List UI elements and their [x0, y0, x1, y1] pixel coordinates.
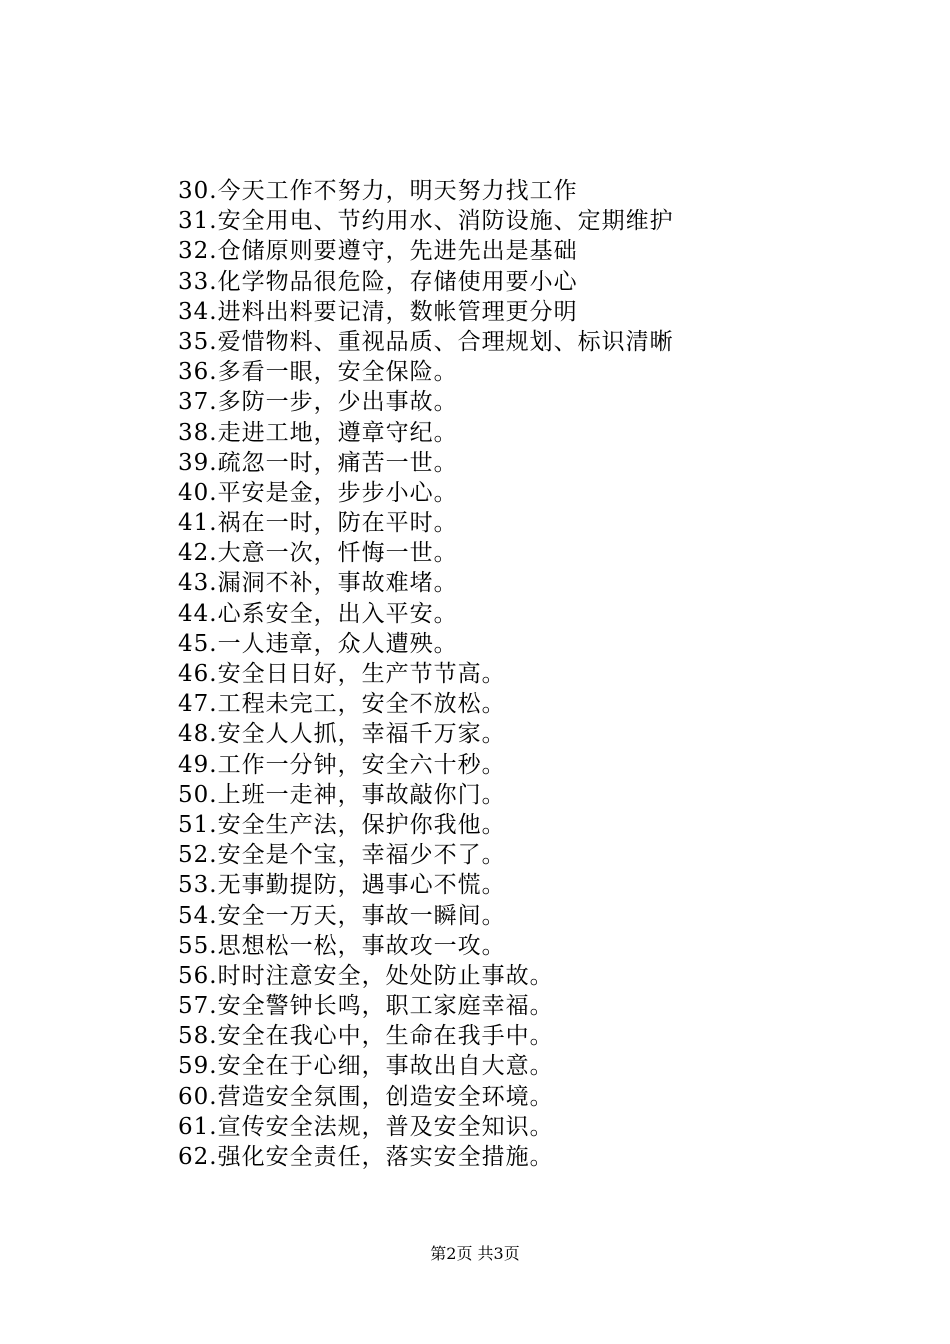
slogan-line: 62.强化安全责任，落实安全措施。 [178, 1144, 554, 1170]
slogan-list [178, 176, 878, 1172]
slogan-line: 48.安全人人抓，幸福千万家。 [178, 721, 506, 748]
slogan-line: 58.安全在我心中，生命在我手中。 [178, 1023, 554, 1050]
slogan-line: 31.安全用电、节约用水、消防设施、定期维护 [178, 208, 674, 235]
slogan-line: 49.工作一分钟，安全六十秒。 [178, 751, 506, 778]
slogan-line: 42.大意一次，忏悔一世。 [178, 540, 458, 567]
slogan-line: 34.进料出料要记清，数帐管理更分明 [178, 298, 578, 325]
slogan-line: 53.无事勤提防，遇事心不慌。 [178, 872, 506, 899]
slogan-line: 50.上班一走神，事故敲你门。 [178, 781, 506, 808]
slogan-line: 36.多看一眼，安全保险。 [178, 359, 458, 386]
slogan-line: 52.安全是个宝，幸福少不了。 [178, 842, 506, 869]
slogan-line: 51.安全生产法，保护你我他。 [178, 811, 506, 838]
slogan-line: 56.时时注意安全，处处防止事故。 [178, 962, 554, 989]
slogan-line: 59.安全在于心细，事故出自大意。 [178, 1053, 554, 1080]
slogan-line: 61.宣传安全法规，普及安全知识。 [178, 1113, 554, 1140]
page-number-label: 第2页 共3页 [430, 1244, 520, 1263]
slogan-line: 32.仓储原则要遵守，先进先出是基础 [178, 238, 578, 265]
slogan-line: 54.安全一万天，事故一瞬间。 [178, 902, 506, 929]
slogan-line: 60.营造安全氛围，创造安全环境。 [178, 1083, 554, 1110]
slogan-line: 33.化学物品很危险，存储使用要小心 [178, 268, 578, 295]
slogan-line: 39.疏忽一时，痛苦一世。 [178, 449, 458, 476]
slogan-line: 46.安全日日好，生产节节高。 [178, 661, 506, 687]
slogan-line: 57.安全警钟长鸣，职工家庭幸福。 [178, 993, 554, 1020]
slogan-line: 40.平安是金，步步小心。 [178, 479, 458, 506]
slogan-line: 35.爱惜物料、重视品质、合理规划、标识清晰 [178, 328, 674, 355]
slogan-line: 41.祸在一时，防在平时。 [178, 510, 458, 537]
slogan-line: 38.走进工地，遵章守纪。 [178, 419, 458, 446]
slogan-line: 45.一人违章，众人遭殃。 [178, 630, 458, 657]
slogan-line: 55.思想松一松，事故攻一攻。 [178, 932, 506, 959]
slogan-line: 47.工程未完工，安全不放松。 [178, 691, 506, 718]
page-footer [0, 1242, 950, 1266]
slogan-line: 44.心系安全，出入平安。 [178, 600, 458, 627]
slogan-line: 43.漏洞不补，事故难堵。 [178, 570, 458, 597]
slogan-line: 30.今天工作不努力，明天努力找工作 [178, 178, 578, 204]
slogan-line: 37.多防一步，少出事故。 [178, 389, 458, 416]
